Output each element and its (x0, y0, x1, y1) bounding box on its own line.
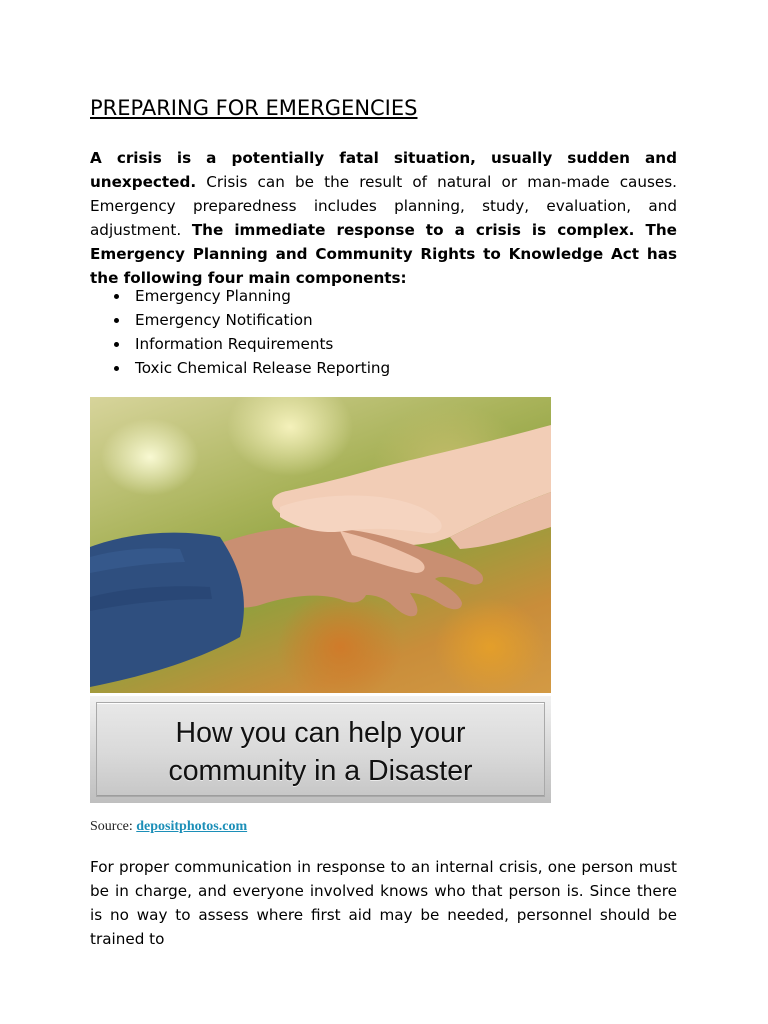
helping-hands-photo (90, 397, 551, 693)
list-item-label: Information Requirements (135, 335, 334, 353)
intro-paragraph (90, 146, 677, 290)
components-list (90, 284, 390, 380)
intro-normal-text: Crisis can be the result of natural or man-made causes. Emergency preparedness includes planning, study, evaluation, and adjustment. (90, 173, 677, 239)
bullet-icon (114, 342, 119, 347)
intro-bold-text: The immediate response to a crisis is complex. The Emergency Planning and Community Rights to Knowledge Act has the following four main components: (90, 221, 677, 287)
image-source (90, 819, 247, 835)
source-link[interactable]: depositphotos.com (136, 819, 248, 834)
list-item-label: Toxic Chemical Release Reporting (135, 359, 391, 377)
list-item (90, 284, 390, 308)
list-item (90, 332, 390, 356)
bullet-icon (114, 318, 119, 323)
list-item (90, 308, 390, 332)
helping-hands-figure (90, 397, 551, 803)
caption-line-2: community in a Disaster (168, 755, 473, 787)
bullet-icon (114, 294, 119, 299)
hands-illustration-icon (90, 397, 551, 693)
list-item (90, 356, 390, 380)
source-label: Source: (90, 819, 137, 834)
caption-line-1: How you can help your (175, 717, 466, 749)
bullet-icon (114, 366, 119, 371)
intro-bold-sentence: A crisis is a potentially fatal situation, usually sudden and unexpected. (90, 149, 677, 191)
list-item-label: Emergency Notification (135, 311, 313, 329)
closing-paragraph: For proper communication in response to an internal crisis, one person must be in charge, and everyone involved knows who that person is. Since there is no way to assess where first aid may be needed, personnel should be trained to (90, 858, 677, 948)
page-title: PREPARING FOR EMERGENCIES (90, 96, 418, 120)
list-item-label: Emergency Planning (135, 287, 291, 305)
